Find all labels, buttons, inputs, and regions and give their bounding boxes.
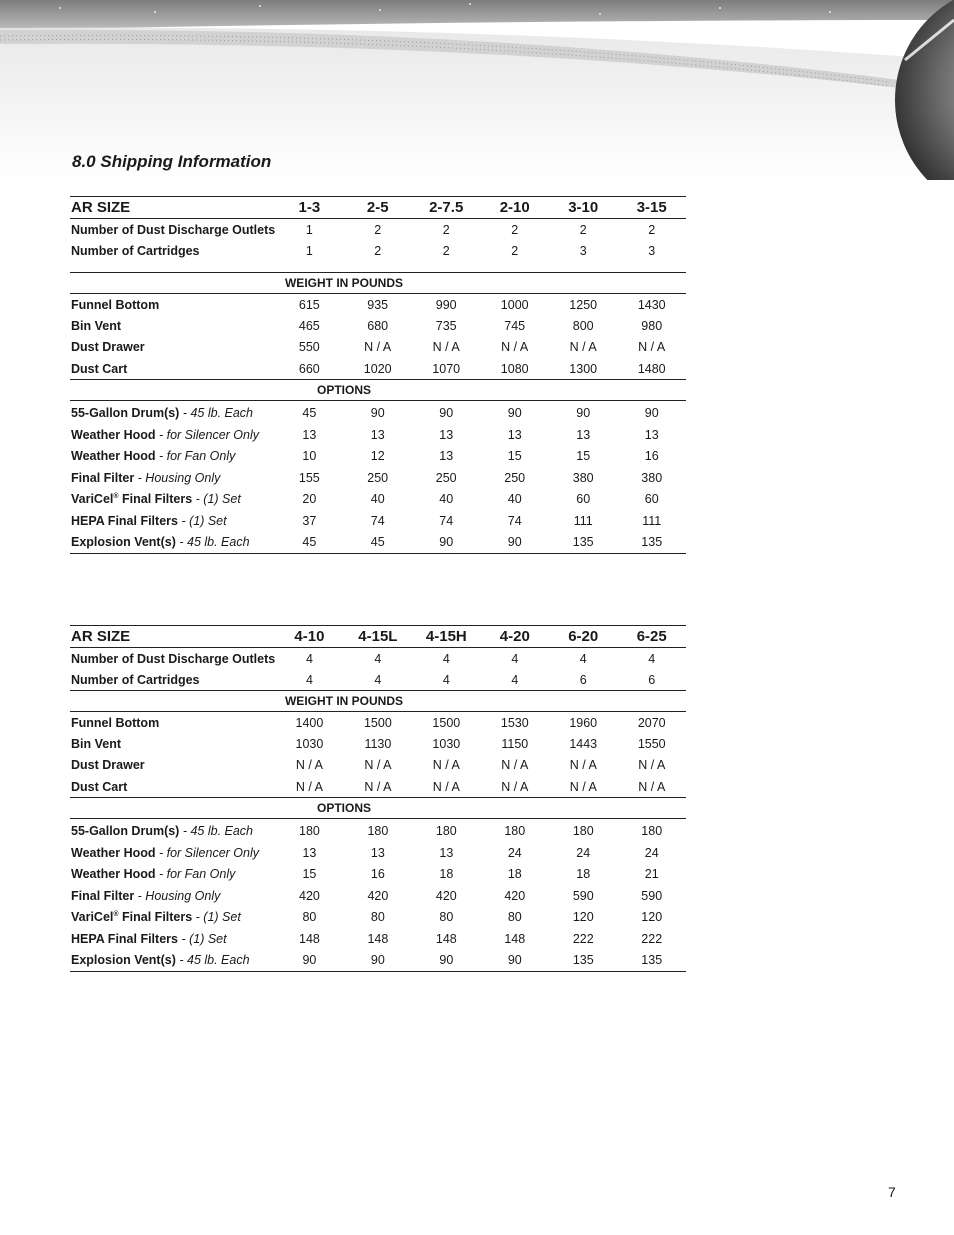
cell: N / A	[364, 340, 392, 355]
cell: 90	[507, 406, 522, 421]
cell: 148	[504, 931, 526, 946]
table-row	[70, 648, 686, 670]
cell: 60	[576, 492, 591, 507]
option-name: HEPA Final Filters	[71, 513, 178, 528]
table-header-row	[70, 626, 686, 648]
cell: 1030	[432, 736, 461, 751]
cell: N / A	[364, 758, 392, 773]
header-cell: 4-15L	[358, 628, 398, 645]
cell: 120	[641, 910, 663, 925]
cell: 4	[442, 651, 450, 666]
row-label	[70, 885, 275, 907]
shipping-table-1	[70, 196, 686, 554]
cell: 250	[504, 470, 526, 485]
cell: N / A	[638, 779, 666, 794]
option-note: - 45 lb. Each	[179, 824, 254, 839]
cell: 90	[439, 953, 454, 967]
cell: 148	[435, 931, 457, 946]
cell: 1020	[363, 361, 392, 376]
weight-heading-row	[70, 273, 686, 294]
table-row	[70, 885, 686, 907]
cell: 13	[302, 845, 317, 860]
cell: 111	[642, 513, 662, 528]
cell: 37	[302, 513, 317, 528]
table-row	[70, 403, 686, 425]
cell: 3	[579, 243, 587, 258]
cell: 980	[641, 318, 663, 333]
cell: 20	[302, 492, 317, 507]
table-row	[70, 776, 686, 798]
option-name: Weather Hood	[71, 845, 156, 860]
cell: 18	[576, 867, 591, 882]
header-cell: 3-10	[568, 199, 599, 216]
cell: 4	[648, 651, 656, 666]
cell: 680	[367, 318, 389, 333]
option-name: Final Filter	[71, 470, 135, 485]
option-note: - (1) Set	[177, 931, 227, 946]
header-cell: 2-10	[499, 199, 530, 216]
cell: 2	[374, 243, 382, 258]
cell: 935	[367, 297, 389, 312]
cell: 40	[507, 492, 522, 507]
cell: 15	[576, 449, 591, 464]
option-name: Weather Hood	[71, 867, 156, 882]
cell: N / A	[432, 340, 460, 355]
row-label	[70, 532, 275, 554]
row-label: Bin Vent	[71, 318, 122, 333]
option-note: - for Silencer Only	[155, 427, 260, 442]
cell: 40	[370, 492, 385, 507]
cell: 90	[576, 406, 591, 421]
cell: 13	[439, 845, 454, 860]
header-cell: 2-5	[366, 199, 389, 216]
table-row	[70, 864, 686, 886]
cell: 6	[648, 672, 656, 687]
cell: 735	[435, 318, 457, 333]
options-heading-row	[70, 380, 686, 401]
cell: 4	[305, 651, 313, 666]
option-note: - 45 lb. Each	[179, 406, 254, 421]
cell: 21	[644, 867, 659, 882]
cell: 13	[507, 427, 522, 442]
cell: N / A	[501, 758, 529, 773]
cell: 74	[439, 513, 454, 528]
cell: 4	[374, 672, 382, 687]
table-row	[70, 842, 686, 864]
cell: 80	[439, 910, 454, 925]
cell: 45	[370, 535, 385, 549]
cell: 4	[511, 651, 519, 666]
header-cell: AR SIZE	[71, 628, 131, 645]
cell: 380	[641, 470, 663, 485]
cell: 1130	[364, 736, 392, 751]
cell: 80	[370, 910, 385, 925]
table-row	[70, 467, 686, 489]
table-row	[70, 755, 686, 777]
page-number: 7	[888, 1184, 896, 1200]
table-row	[70, 358, 686, 380]
header-cell: 1-3	[298, 199, 321, 216]
cell: 90	[439, 535, 454, 549]
cell: N / A	[501, 340, 529, 355]
row-label: Bin Vent	[71, 736, 122, 751]
cell: N / A	[638, 758, 666, 773]
row-label	[70, 842, 275, 864]
row-label	[70, 467, 275, 489]
cell: 12	[370, 449, 385, 464]
cell: 90	[507, 535, 522, 549]
option-note: - for Silencer Only	[155, 845, 260, 860]
cell: 24	[507, 845, 522, 860]
option-note: - Housing Only	[134, 470, 221, 485]
option-note: - (1) Set	[192, 910, 241, 925]
option-name: Explosion Vent(s)	[71, 535, 176, 549]
row-label: Number of Dust Discharge Outlets	[71, 222, 276, 237]
weight-heading: WEIGHT IN POUNDS	[284, 276, 403, 290]
cell: 465	[298, 318, 320, 333]
row-label: Number of Dust Discharge Outlets	[71, 651, 276, 666]
cell: 16	[644, 449, 659, 464]
table-row	[70, 733, 686, 755]
cell: 1300	[569, 361, 598, 376]
cell: 135	[572, 535, 594, 549]
row-label	[70, 403, 275, 425]
cell: 590	[641, 888, 663, 903]
cell: 90	[507, 953, 522, 967]
cell: 420	[435, 888, 457, 903]
table-row	[70, 907, 686, 929]
header-cell: 4-15H	[425, 628, 467, 645]
row-label	[70, 950, 275, 972]
cell: 250	[367, 470, 389, 485]
cell: 590	[572, 888, 594, 903]
cell: 2	[579, 222, 587, 237]
option-note: - for Fan Only	[155, 867, 236, 882]
row-label	[70, 928, 275, 950]
cell: 90	[370, 953, 385, 967]
cell: N / A	[569, 758, 597, 773]
cell: 180	[299, 824, 320, 839]
cell: 615	[298, 297, 320, 312]
section-title: 8.0 Shipping Information	[72, 152, 272, 171]
cell: 1	[305, 222, 313, 237]
weight-heading: WEIGHT IN POUNDS	[284, 694, 403, 708]
cell: 155	[298, 470, 320, 485]
cell: 1250	[569, 297, 598, 312]
row-label	[70, 424, 275, 446]
cell: N / A	[432, 779, 460, 794]
cell: 1	[305, 243, 313, 258]
table-row	[70, 294, 686, 316]
table-row	[70, 446, 686, 468]
cell: 2070	[637, 715, 666, 730]
cell: 550	[298, 340, 320, 355]
cell: 1030	[295, 736, 324, 751]
cell: 222	[641, 931, 663, 946]
table-row	[70, 712, 686, 734]
cell: 13	[370, 845, 385, 860]
cell: 4	[374, 651, 382, 666]
cell: 1080	[500, 361, 529, 376]
cell: 6	[579, 672, 587, 687]
option-name: VariCel® Final Filters	[71, 492, 193, 507]
cell: 2	[442, 222, 450, 237]
cell: 111	[573, 513, 593, 528]
options-heading: OPTIONS	[316, 383, 371, 397]
cell: 90	[302, 953, 317, 967]
row-label: Dust Cart	[71, 779, 128, 794]
cell: 1550	[637, 736, 666, 751]
cell: 1150	[501, 736, 529, 751]
cell: 15	[302, 867, 317, 882]
table-row	[70, 424, 686, 446]
cell: N / A	[364, 779, 392, 794]
cell: 4	[442, 672, 450, 687]
cell: 1500	[363, 715, 392, 730]
cell: 13	[644, 427, 659, 442]
table-header-row	[70, 197, 686, 219]
option-name: HEPA Final Filters	[71, 931, 178, 946]
options-heading: OPTIONS	[316, 801, 371, 815]
cell: 1500	[432, 715, 461, 730]
cell: 90	[439, 406, 454, 421]
table-row	[70, 928, 686, 950]
row-label	[70, 446, 275, 468]
cell: 74	[507, 513, 522, 528]
cell: 4	[579, 651, 587, 666]
cell: 180	[504, 824, 526, 839]
cell: 80	[507, 910, 522, 925]
cell: 18	[439, 867, 454, 882]
header-cell: 3-15	[636, 199, 667, 216]
cell: 4	[305, 672, 313, 687]
cell: 15	[507, 449, 522, 464]
cell: 148	[367, 931, 389, 946]
row-label	[70, 864, 275, 886]
cell: 24	[644, 845, 659, 860]
cell: 3	[648, 243, 656, 258]
cell: 13	[576, 427, 591, 442]
cell: 4	[511, 672, 519, 687]
cell: 180	[572, 824, 594, 839]
table-row	[70, 532, 686, 554]
cell: 13	[302, 427, 317, 442]
cell: 745	[504, 318, 526, 333]
row-label	[70, 489, 275, 511]
row-label: Number of Cartridges	[71, 672, 200, 687]
cell: 148	[299, 931, 320, 946]
cell: 45	[302, 406, 317, 421]
row-label	[70, 907, 275, 929]
cell: N / A	[638, 340, 666, 355]
cell: 1443	[569, 736, 598, 751]
cell: 80	[302, 910, 317, 925]
option-note: - 45 lb. Each	[175, 535, 250, 549]
cell: 24	[576, 845, 591, 860]
cell: 2	[374, 222, 382, 237]
cell: 2	[648, 222, 656, 237]
header-cell: 4-20	[499, 628, 530, 645]
cell: 660	[298, 361, 320, 376]
cell: 13	[370, 427, 385, 442]
cell: 800	[572, 318, 594, 333]
row-label: Funnel Bottom	[71, 715, 160, 730]
cell: 90	[370, 406, 385, 421]
cell: 45	[302, 535, 317, 549]
cell: 990	[435, 297, 457, 312]
cell: 1430	[637, 297, 666, 312]
cell: 135	[572, 953, 594, 967]
cell: 180	[435, 824, 457, 839]
cell: 180	[367, 824, 389, 839]
cell: N / A	[569, 779, 597, 794]
cell: 1000	[500, 297, 529, 312]
options-heading-row	[70, 798, 686, 819]
option-name: Final Filter	[71, 888, 135, 903]
shipping-table-2	[70, 625, 686, 972]
table-row	[70, 510, 686, 532]
option-name: VariCel® Final Filters	[71, 910, 193, 925]
row-label	[70, 821, 275, 843]
cell: 18	[507, 867, 522, 882]
table-row	[70, 219, 686, 241]
option-note: - (1) Set	[177, 513, 227, 528]
cell: 1480	[637, 361, 666, 376]
cell: N / A	[295, 779, 323, 794]
cell: 135	[641, 953, 663, 967]
cell: 60	[644, 492, 659, 507]
cell: 250	[435, 470, 457, 485]
option-name: 55-Gallon Drum(s)	[71, 406, 180, 421]
cell: 420	[367, 888, 389, 903]
row-label: Dust Cart	[71, 361, 128, 376]
option-note: - (1) Set	[192, 492, 241, 507]
cell: N / A	[569, 340, 597, 355]
option-name: Weather Hood	[71, 449, 156, 464]
cell: 1530	[500, 715, 529, 730]
table-row	[70, 669, 686, 691]
table-row	[70, 950, 686, 972]
option-note: - 45 lb. Each	[175, 953, 250, 967]
cell: N / A	[501, 779, 529, 794]
header-cell: 2-7.5	[429, 199, 464, 216]
cell: 16	[370, 867, 385, 882]
table-row	[70, 315, 686, 337]
option-name: Explosion Vent(s)	[71, 953, 176, 967]
weight-heading-row	[70, 691, 686, 712]
cell: 10	[302, 449, 317, 464]
row-label: Dust Drawer	[71, 340, 145, 355]
header-cell: 4-10	[294, 628, 325, 645]
cell: 2	[511, 243, 519, 258]
option-name: 55-Gallon Drum(s)	[71, 824, 180, 839]
cell: 135	[641, 535, 663, 549]
cell: 222	[572, 931, 594, 946]
cell: 13	[439, 449, 454, 464]
row-label	[70, 510, 275, 532]
table-row	[70, 489, 686, 511]
cell: 180	[641, 824, 663, 839]
option-note: - for Fan Only	[155, 449, 236, 464]
cell: 1960	[569, 715, 598, 730]
header-cell: AR SIZE	[71, 199, 131, 216]
row-label: Funnel Bottom	[71, 297, 160, 312]
row-label: Dust Drawer	[71, 758, 145, 773]
header-cell: 6-20	[568, 628, 599, 645]
cell: 2	[442, 243, 450, 258]
cell: 90	[644, 406, 659, 421]
table-row	[70, 337, 686, 359]
cell: 420	[299, 888, 320, 903]
cell: 1070	[432, 361, 461, 376]
registered-mark: ®	[113, 911, 119, 919]
table-row	[70, 240, 686, 262]
cell: 1400	[295, 715, 324, 730]
cell: 2	[511, 222, 519, 237]
cell: 420	[504, 888, 526, 903]
cell: 380	[572, 470, 594, 485]
row-label: Number of Cartridges	[71, 243, 200, 258]
option-note: - Housing Only	[134, 888, 221, 903]
cell: N / A	[295, 758, 323, 773]
header-cell: 6-25	[636, 628, 667, 645]
table-row	[70, 821, 686, 843]
cell: 74	[370, 513, 385, 528]
option-name: Weather Hood	[71, 427, 156, 442]
registered-mark: ®	[113, 493, 119, 501]
cell: 13	[439, 427, 454, 442]
cell: 120	[572, 910, 594, 925]
cell: 40	[439, 492, 454, 507]
cell: N / A	[432, 758, 460, 773]
